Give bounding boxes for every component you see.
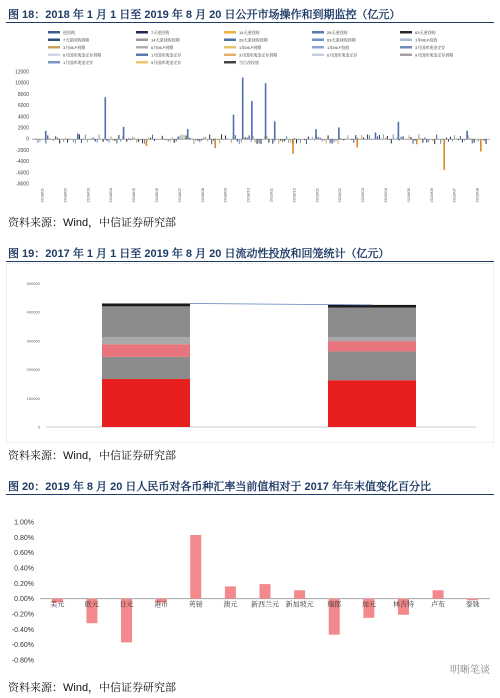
legend-swatch bbox=[312, 46, 324, 49]
currency-label: 欧元 bbox=[84, 601, 99, 609]
figure-18-caption: 图 18：2018 年 1 月 1 日至 2019 年 8 月 20 日公开市场操作和到期监控（亿元） bbox=[8, 9, 401, 21]
legend-label: 1年MLF投放 bbox=[415, 37, 438, 43]
legend-label: 14天逆回购 bbox=[239, 30, 260, 35]
currency-label: 泰铢 bbox=[465, 601, 480, 609]
currency-label: 瑞郎 bbox=[327, 601, 342, 609]
divider bbox=[6, 494, 494, 495]
x-tick-label: 2019/05 bbox=[405, 188, 411, 203]
y-tick-label: 0.00% bbox=[14, 596, 34, 604]
y-tick-label: -8000 bbox=[16, 181, 29, 188]
x-tick-label: 2018/06 bbox=[153, 188, 159, 203]
stack-segment bbox=[102, 379, 190, 427]
figure-20-source: 资料来源：Wind，中信证券研究部 bbox=[8, 682, 177, 694]
legend-label: 当日净投放 bbox=[239, 60, 259, 65]
legend-swatch bbox=[224, 31, 236, 34]
y-tick-label: 0.20% bbox=[14, 580, 34, 588]
plot-frame bbox=[6, 263, 494, 443]
legend-label: 1年MLF到期 bbox=[239, 45, 262, 50]
x-tick-label: 2018/04 bbox=[108, 188, 114, 203]
currency-label: 英镑 bbox=[188, 601, 203, 609]
legend-label: 3月MLF到期 bbox=[63, 45, 86, 50]
x-tick-label: 2018/02 bbox=[62, 188, 68, 203]
figure-19-caption: 图 19：2017 年 1 月 1 日至 2019 年 8 月 20 日流动性投放和回笼统计（亿元） bbox=[8, 248, 390, 260]
legend-label: 6月国库现金定存到期 bbox=[63, 52, 102, 58]
y-tick-label: -2000 bbox=[16, 147, 29, 154]
legend-label: 63天逆回购到期 bbox=[327, 37, 356, 43]
legend-swatch bbox=[224, 46, 236, 49]
currency-label: 港币 bbox=[154, 601, 169, 609]
stack-segment bbox=[328, 351, 416, 380]
currency-label: 新加坡元 bbox=[285, 601, 314, 609]
legend-swatch bbox=[312, 39, 324, 42]
y-tick-label: 200000 bbox=[26, 367, 40, 373]
legend-label: 9月国库现金定存 bbox=[151, 60, 182, 65]
x-tick-label: 2018/08 bbox=[199, 188, 205, 203]
legend-swatch bbox=[48, 54, 60, 57]
legend-swatch bbox=[136, 54, 148, 57]
legend-label: 63天逆回购 bbox=[415, 30, 436, 35]
legend-swatch bbox=[224, 39, 236, 42]
legend-swatch bbox=[400, 39, 412, 42]
y-tick-label: 0 bbox=[26, 136, 29, 143]
x-tick-label: 2018/09 bbox=[222, 188, 228, 203]
legend-swatch bbox=[48, 61, 60, 64]
x-tick-label: 2019/03 bbox=[360, 188, 366, 203]
currency-bar bbox=[225, 586, 236, 598]
y-tick-label: -0.80% bbox=[11, 657, 34, 665]
legend-label: 14天逆回购到期 bbox=[151, 37, 180, 43]
legend-swatch bbox=[400, 46, 412, 49]
rmb-exchange-rate-change-chart bbox=[6, 516, 494, 666]
currency-bar bbox=[190, 535, 201, 599]
legend-label: 28天逆回购 bbox=[327, 30, 348, 35]
y-tick-label: 0.40% bbox=[14, 565, 34, 573]
y-tick-label: -0.40% bbox=[11, 626, 34, 634]
legend-swatch bbox=[312, 31, 324, 34]
legend-label: 1月国库现金定存 bbox=[151, 52, 182, 58]
stack-segment bbox=[328, 337, 416, 341]
x-tick-label: 2018/12 bbox=[291, 188, 297, 203]
currency-label: 新西兰元 bbox=[251, 601, 279, 609]
currency-bar bbox=[433, 590, 444, 598]
y-tick-label: -0.20% bbox=[11, 611, 34, 619]
divider bbox=[6, 22, 494, 23]
legend-swatch bbox=[312, 54, 324, 57]
y-tick-label: 6000 bbox=[17, 103, 29, 110]
legend-swatch bbox=[48, 31, 60, 34]
currency-bar bbox=[467, 599, 478, 601]
y-tick-label: 0.60% bbox=[14, 550, 34, 558]
legend-swatch bbox=[400, 31, 412, 34]
legend-swatch bbox=[400, 54, 412, 57]
y-tick-label: 4000 bbox=[17, 114, 29, 121]
legend-label: 6月MLF到期 bbox=[151, 45, 174, 50]
legend-label: 9月国库现金定存到期 bbox=[415, 52, 454, 58]
y-tick-label: -4000 bbox=[16, 159, 29, 166]
y-tick-label: -6000 bbox=[16, 170, 29, 177]
legend-swatch bbox=[136, 46, 148, 49]
y-tick-label: 1.00% bbox=[14, 519, 34, 527]
y-tick-label: 100000 bbox=[26, 395, 40, 401]
legend-label: 7天逆回购到期 bbox=[63, 37, 90, 43]
legend-label: 3月国库现金定存到期 bbox=[239, 52, 278, 58]
x-tick-label: 2018/05 bbox=[131, 188, 137, 203]
legend-swatch bbox=[136, 61, 148, 64]
x-tick-label: 2019/07 bbox=[451, 188, 457, 203]
x-tick-label: 2018/11 bbox=[268, 188, 274, 203]
x-tick-label: 2019/01 bbox=[314, 188, 320, 203]
x-tick-label: 2019/04 bbox=[382, 188, 388, 203]
y-tick-label: -0.60% bbox=[11, 642, 34, 650]
y-tick-label: 0 bbox=[37, 424, 40, 430]
stack-segment bbox=[328, 380, 416, 427]
legend-swatch bbox=[136, 31, 148, 34]
stack-segment bbox=[102, 306, 190, 337]
currency-label: 林吉特 bbox=[392, 601, 414, 609]
stack-segment bbox=[102, 344, 190, 357]
divider bbox=[6, 261, 494, 262]
y-tick-label: 2000 bbox=[17, 125, 29, 132]
currency-bar bbox=[294, 590, 305, 598]
currency-label: 加元 bbox=[361, 601, 376, 609]
x-tick-label: 2018/07 bbox=[176, 188, 182, 203]
currency-bar bbox=[260, 584, 271, 599]
legend-swatch bbox=[48, 46, 60, 49]
currency-label: 美元 bbox=[50, 601, 65, 609]
legend-label: 6月国库现金定存 bbox=[327, 52, 358, 58]
legend-label: 7天逆回购 bbox=[151, 30, 170, 35]
y-tick-label: 8000 bbox=[17, 91, 29, 98]
figure-18-source: 资料来源：Wind，中信证券研究部 bbox=[8, 217, 177, 229]
legend-label: 3月国库现金定存 bbox=[415, 45, 446, 50]
stack-segment bbox=[328, 305, 416, 308]
currency-label: 日元 bbox=[119, 601, 134, 609]
currency-label: 澳元 bbox=[223, 601, 238, 609]
figure-20-caption: 图 20：2019 年 8 月 20 日人民币对各币种汇率当前值相对于 2017 年年末值变化百分比 bbox=[8, 481, 431, 493]
legend-swatch bbox=[224, 54, 236, 57]
stack-segment bbox=[102, 337, 190, 344]
y-tick-label: 400000 bbox=[26, 309, 40, 315]
legend-swatch bbox=[48, 39, 60, 42]
legend-label: 1年MLF投放 bbox=[327, 45, 350, 50]
x-tick-label: 2018/03 bbox=[85, 188, 91, 203]
figure-19-source: 资料来源：Wind，中信证券研究部 bbox=[8, 450, 177, 462]
x-tick-label: 2019/02 bbox=[337, 188, 343, 203]
legend-label: 1月国库现金定存 bbox=[63, 60, 94, 65]
y-tick-label: 300000 bbox=[26, 338, 40, 344]
legend-swatch bbox=[224, 61, 236, 64]
legend-label: 逆回购 bbox=[63, 30, 75, 35]
liquidity-injection-chart bbox=[6, 263, 494, 443]
x-tick-label: 2019/08 bbox=[474, 188, 480, 203]
legend-swatch bbox=[136, 39, 148, 42]
legend-label: 28天逆回购到期 bbox=[239, 37, 268, 43]
y-tick-label: 500000 bbox=[26, 280, 40, 286]
open-market-operations-chart bbox=[6, 28, 494, 204]
stack-segment bbox=[102, 303, 190, 306]
y-tick-label: 12000 bbox=[15, 69, 29, 76]
stack-segment bbox=[328, 307, 416, 337]
currency-label: 卢布 bbox=[431, 601, 446, 609]
x-tick-label: 2018/01 bbox=[39, 188, 45, 203]
watermark: 明晰笔谈 bbox=[450, 665, 490, 676]
x-tick-label: 2018/10 bbox=[245, 187, 251, 203]
y-tick-label: 10000 bbox=[15, 80, 29, 87]
x-tick-label: 2019/06 bbox=[428, 188, 434, 203]
stack-segment bbox=[328, 341, 416, 351]
stack-segment bbox=[102, 357, 190, 379]
y-tick-label: 0.80% bbox=[14, 534, 34, 542]
